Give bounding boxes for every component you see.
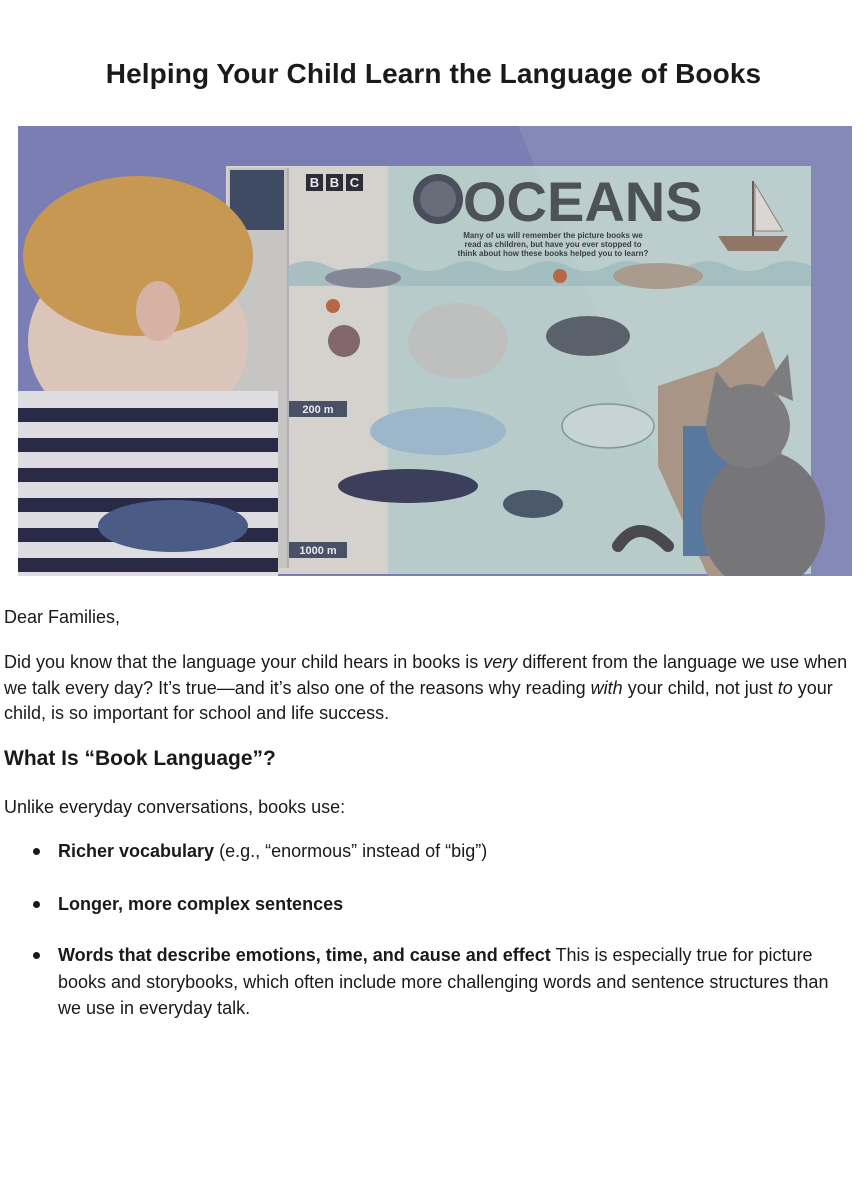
bbc-logo-b1: B	[309, 175, 320, 190]
section-intro: Unlike everyday conversations, books use:	[4, 797, 346, 817]
page-title: Helping Your Child Learn the Language of Books	[105, 58, 762, 89]
poster-subtitle-3: think about how these books helped you to learn?	[457, 249, 649, 258]
poster-title: OCEANS	[463, 170, 703, 233]
oceans-poster-illustration	[18, 126, 852, 576]
greeting: Dear Families,	[4, 607, 121, 627]
bbc-logo-b2: B	[329, 175, 340, 190]
list-item: Words that describe emotions, time, and cause and effect This is especially true for picture books and storybooks, which often include more challenging words and sentence structures than we use in everyday talk.	[58, 942, 838, 1022]
list-item: Longer, more complex sentences	[58, 891, 838, 918]
section-heading: What Is “Book Language”?	[4, 747, 276, 770]
list-item: Richer vocabulary (e.g., “enormous” instead of “big”)	[58, 838, 838, 865]
poster-subtitle-1: Many of us will remember the picture books we	[463, 231, 643, 240]
depth-200m: 200 m	[302, 404, 334, 416]
depth-1000m: 1000 m	[299, 545, 337, 557]
bbc-logo-c: C	[349, 175, 360, 190]
intro-paragraph: Did you know that the language your child hears in books is very different from the language we use when we talk every day? It’s true—and it’s also one of the reasons why reading with your child, not just to your child, is so important for school and life success.	[4, 652, 848, 723]
poster-subtitle-2: read as children, but have you ever stopped to	[464, 240, 642, 249]
